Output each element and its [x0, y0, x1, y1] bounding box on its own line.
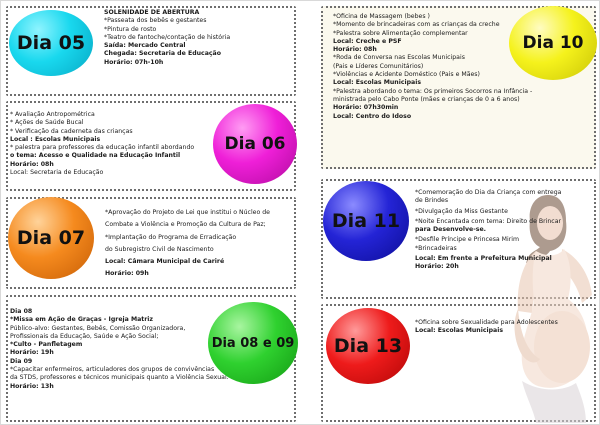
text-line: Horário: 19h [10, 349, 54, 357]
text-line: Local: Em frente a Prefeitura Municipal [415, 255, 552, 263]
text-line: o tema: Acesso e Qualidade na Educação Infantil [10, 152, 181, 160]
text-line: Horário: 09h [105, 270, 149, 278]
panel-text-dia-13 [415, 319, 558, 336]
text-line: Horário: 08h [333, 46, 377, 54]
text-line: ministrada pelo Cabo Ponte (mães e crianças de 0 a 6 anos) [333, 95, 520, 103]
day-label: Dia 07 [16, 227, 86, 249]
text-line: *Passeata dos bebês e gestantes [104, 17, 207, 25]
balloon-dia-07 [8, 197, 94, 279]
text-line: Horário: 08h [10, 160, 54, 168]
text-line: * Ações de Saúde Bucal [10, 119, 84, 127]
text-line: Público-alvo: Gestantes, Bebês, Comissão Organizadora, [10, 324, 186, 332]
text-line: do Subregistro Civil de Nascimento [105, 245, 214, 253]
panel-text-dia-07 [105, 209, 270, 279]
text-line: Profissionais da Educação, Saúde e Ação Social; [10, 332, 159, 340]
text-line: Local: Secretaria de Educação [10, 169, 104, 177]
text-line: *Palestra sobre Alimentação complementar [333, 29, 468, 37]
balloon-dia-05 [9, 10, 93, 76]
panel-text-dia-05 [104, 9, 230, 67]
text-line: *Culto - Panfletagem [10, 341, 83, 349]
text-line: Local: Escolas Municipais [333, 79, 422, 87]
text-line: da STDS, professores e técnicos municipais quanto a Violência Sexual. [10, 374, 229, 382]
text-line: *Comemoração do Dia da Criança com entrega [415, 189, 562, 196]
text-line: Chegada: Secretaria de Educação [104, 50, 221, 58]
day-label: Dia 05 [16, 32, 86, 54]
text-line: Saída: Mercado Central [104, 42, 186, 50]
text-line: Horário: 20h [415, 263, 459, 271]
text-line: * Avaliação Antropométrica [10, 111, 95, 118]
text-line: Local: Escolas Municipais [415, 327, 504, 335]
text-line: *Roda de Conversa nas Escolas Municipais [333, 54, 465, 62]
balloon-dia-11 [323, 181, 409, 261]
text-line: Dia 09 [10, 357, 33, 365]
text-line: *Implantação do Programa de Erradicação [105, 233, 237, 241]
text-line: *Noite Encantada com tema: Direito de Brincar [415, 217, 562, 225]
text-line: *Aprovação do Projeto de Lei que institui o Núcleo de [105, 209, 270, 216]
text-line: Local: Centro do Idoso [333, 112, 412, 120]
text-line: *Pintura de rosto [104, 25, 157, 33]
text-line: Horário: 13h [10, 382, 54, 390]
text-line: Local : Escolas Municipais [10, 135, 101, 143]
day-label: Dia 13 [333, 335, 403, 357]
text-line: *Divulgação da Miss Gestante [415, 207, 508, 215]
text-line: *Oficina de Massagem (bebes ) [333, 13, 430, 20]
text-line: *Palestra abordando o tema: Os primeiros Socorros na Infância - [333, 87, 533, 95]
text-line: de Brindes [415, 197, 449, 205]
text-line: *Desfile Príncipe e Princesa Mirim [415, 236, 520, 244]
panel-text-dia-11 [415, 189, 561, 272]
text-line: *Brincadeiras [415, 244, 457, 252]
text-line: *Capacitar enfermeiros, articuladores dos grupos de convivências [10, 366, 215, 374]
text-line: Local: Câmara Municipal de Cariré [105, 258, 225, 266]
text-line: *Missa em Ação de Graças - Igreja Matriz [10, 316, 154, 324]
day-label: Dia 08 e 09 [211, 335, 295, 351]
balloon-dia-08-09 [208, 302, 298, 384]
text-line: *Violências e Acidente Doméstico (Pais e Mães) [333, 71, 480, 79]
text-line: * palestra para professores da educação infantil abordando [10, 144, 195, 152]
text-line: Combate a Violência e Promoção da Cultura de Paz; [105, 221, 266, 229]
text-line: Local: Creche e PSF [333, 37, 402, 45]
balloon-dia-06 [213, 104, 297, 184]
text-line: SOLENIDADE DE ABERTURA [104, 9, 200, 16]
panel-text-dia-08-09 [10, 308, 229, 391]
panel-text-dia-06 [10, 111, 194, 177]
text-line: *Oficina sobre Sexualidade para Adolescentes [415, 319, 558, 326]
text-line: Horário: 07h30min [333, 104, 399, 112]
day-label: Dia 06 [224, 134, 286, 154]
panel-text-dia-10 [333, 13, 532, 121]
text-line: para Desenvolve-se. [415, 226, 487, 234]
text-line: *Teatro de fantoche/contação de história [104, 33, 231, 41]
text-line: Horário: 07h-10h [104, 58, 164, 66]
balloon-dia-13 [326, 308, 410, 384]
day-label: Dia 10 [522, 33, 584, 53]
balloon-dia-10 [509, 6, 597, 80]
text-line: (Pais e Líderes Comunitários) [333, 62, 424, 70]
text-line: *Momento de brincadeiras com as crianças da creche [333, 21, 500, 29]
day-label: Dia 11 [331, 210, 401, 232]
text-line: Dia 08 [10, 308, 33, 315]
text-line: * Verificação da caderneta das crianças [10, 127, 133, 135]
